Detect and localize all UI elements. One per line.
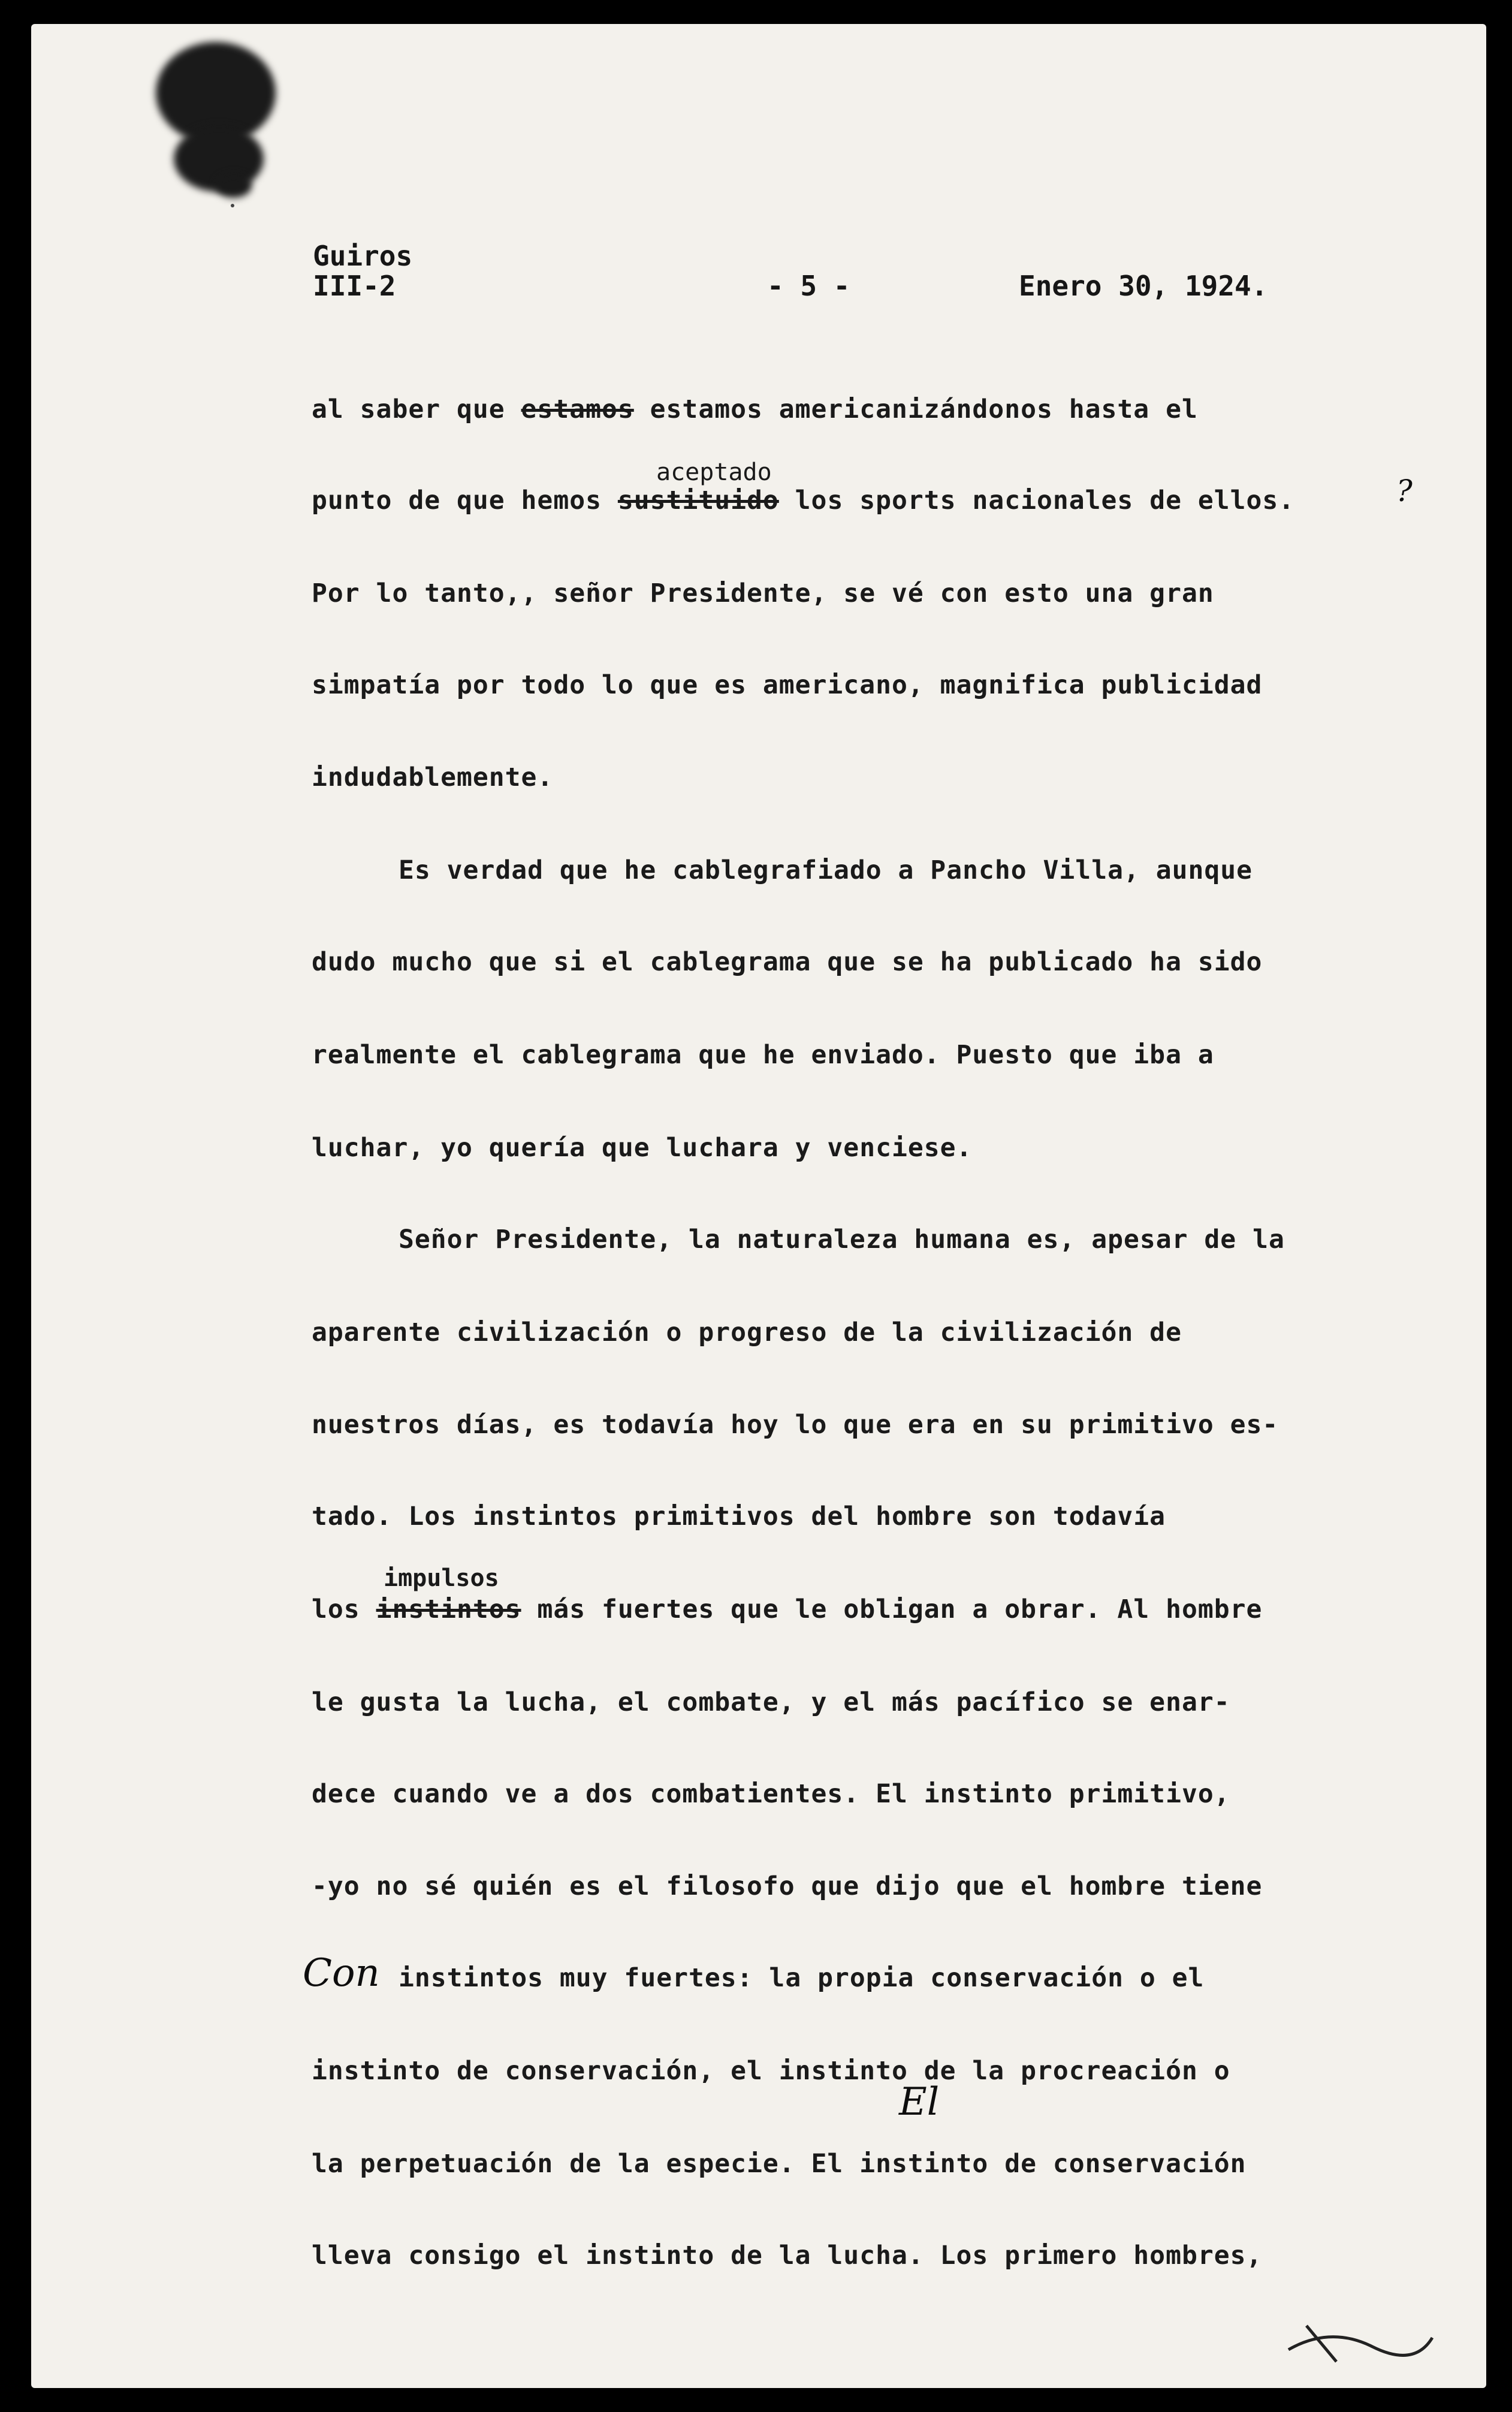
header-left-line1: Guiros xyxy=(313,240,413,272)
body-line-13: tado. Los instintos primitivos del hombre son todavía xyxy=(312,1502,1166,1531)
line-text: los xyxy=(312,1594,376,1624)
body-line-17: -yo no sé quién es el filosofo que dijo que el hombre tiene xyxy=(312,1871,1263,1901)
body-line-2 xyxy=(312,486,1294,515)
struck-word: estamos xyxy=(521,394,634,424)
line-text: al saber que xyxy=(312,394,521,424)
body-line-18: instintos muy fuertes: la propia conservación o el xyxy=(399,1963,1205,1993)
header-left-line2: III-2 xyxy=(313,270,396,302)
body-line-15: le gusta la lucha, el combate, y el más pacífico se enar- xyxy=(312,1687,1230,1717)
line-text: estamos americanizándonos hasta el xyxy=(633,394,1198,424)
body-line-5: indudablemente. xyxy=(312,762,554,792)
page-number: - 5 - xyxy=(767,270,850,302)
body-line-11: aparente civilización o progreso de la civilización de xyxy=(312,1317,1182,1347)
body-line-21: lleva consigo el instinto de la lucha. Los primero hombres, xyxy=(312,2241,1263,2271)
body-line-7: dudo mucho que si el cablegrama que se ha publicado ha sido xyxy=(312,947,1263,977)
body-line-16: dece cuando ve a dos combatientes. El instinto primitivo, xyxy=(312,1779,1230,1809)
body-line-9: luchar, yo quería que luchara y venciese. xyxy=(312,1133,973,1163)
body-line-20: la perpetuación de la especie. El instinto de conservación xyxy=(312,2149,1247,2179)
document-date: Enero 30, 1924. xyxy=(1019,270,1268,302)
corner-mark xyxy=(1282,2314,1438,2374)
body-line-10: Señor Presidente, la naturaleza humana es, apesar de la xyxy=(399,1225,1285,1255)
body-line-12: nuestros días, es todavía hoy lo que era en su primitivo es- xyxy=(312,1410,1279,1440)
line-text: punto de que hemos xyxy=(312,486,618,515)
ink-blot xyxy=(216,174,252,198)
body-line-6: Es verdad que he cablegrafiado a Pancho Villa, aunque xyxy=(399,855,1253,885)
interlinear-impulsos: impulsos xyxy=(384,1564,499,1592)
body-line-1 xyxy=(312,394,1198,424)
interlinear-aceptado: aceptado xyxy=(656,459,772,486)
struck-word: sustituido xyxy=(617,486,779,515)
ink-speck xyxy=(231,204,234,207)
body-line-8: realmente el cablegrama que he enviado. Puesto que iba a xyxy=(312,1040,1214,1070)
body-line-19: instinto de conservación, el instinto de la procreación o xyxy=(312,2056,1230,2086)
scan-edge xyxy=(1488,24,1512,2388)
struck-word: instintos xyxy=(376,1594,521,1624)
handwritten-question-mark: ? xyxy=(1396,474,1413,508)
line-text: más fuertes que le obligan a obrar. Al hombre xyxy=(521,1594,1263,1624)
document-page xyxy=(31,24,1486,2388)
handwritten-margin-note: Con xyxy=(303,1951,380,1995)
body-line-14 xyxy=(312,1594,1262,1624)
line-text: los sports nacionales de ellos. xyxy=(778,486,1295,515)
body-line-3: Por lo tanto,, señor Presidente, se vé con esto una gran xyxy=(312,578,1214,608)
body-line-4: simpatía por todo lo que es americano, magnifica publicidad xyxy=(312,670,1263,700)
handwritten-insert-el: El xyxy=(899,2080,940,2124)
